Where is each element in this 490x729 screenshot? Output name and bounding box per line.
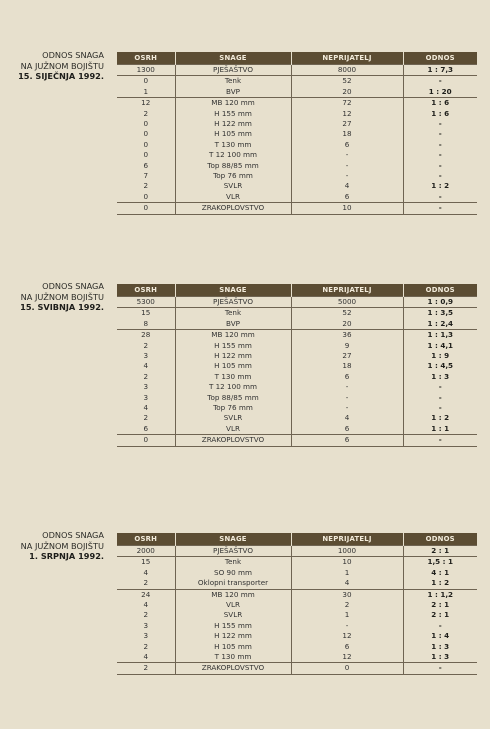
force-ratio-table xyxy=(117,52,477,215)
osrh-cell: 0 xyxy=(143,129,149,139)
osrh-cell: 28 xyxy=(117,330,175,341)
snage-cell: H 105 mm xyxy=(175,642,291,652)
snage-cell: H 155 mm xyxy=(175,341,291,351)
neprijatelj-cell: 0 xyxy=(291,663,403,674)
table-row xyxy=(117,372,477,382)
snage-cell: Tenk xyxy=(175,308,291,319)
odnos-cell: - xyxy=(403,393,477,403)
odnos-cell: - xyxy=(403,192,477,203)
odnos-cell: 1 : 9 xyxy=(403,351,477,361)
odnos-cell: - xyxy=(403,621,477,631)
table-row xyxy=(117,663,477,674)
neprijatelj-cell: 4 xyxy=(291,181,403,191)
neprijatelj-cell: 12 xyxy=(291,109,403,119)
table-row xyxy=(117,129,477,139)
osrh-cell: 3 xyxy=(143,620,149,630)
odnos-cell: 1 : 4,5 xyxy=(403,361,477,371)
osrh-cell: 15 xyxy=(117,557,175,568)
odnos-cell: 1 : 6 xyxy=(403,98,477,109)
osrh-cell: 3 xyxy=(143,631,149,641)
table-row xyxy=(117,65,477,76)
snage-cell: SVLR xyxy=(175,181,291,191)
header-osrh: OSRH xyxy=(117,533,175,546)
osrh-cell: 2 xyxy=(143,371,149,381)
neprijatelj-cell: 72 xyxy=(291,98,403,109)
caption-line: ODNOS SNAGA xyxy=(42,281,104,291)
table-row xyxy=(117,351,477,361)
table-header-row xyxy=(117,533,477,546)
snage-cell: SVLR xyxy=(175,413,291,423)
neprijatelj-cell: 1 xyxy=(291,568,403,578)
snage-cell: Oklopni transporter xyxy=(175,578,291,589)
osrh-cell: 3 xyxy=(143,382,149,392)
neprijatelj-cell: - xyxy=(291,161,403,171)
table-row xyxy=(117,578,477,589)
table-row xyxy=(117,546,477,557)
table-row xyxy=(117,621,477,631)
odnos-cell: - xyxy=(403,76,477,87)
osrh-cell: 2 xyxy=(143,108,149,118)
odnos-cell: - xyxy=(403,203,477,214)
table-row xyxy=(117,181,477,191)
section-caption xyxy=(0,530,104,562)
table-row xyxy=(117,631,477,641)
odnos-cell: 1,5 : 1 xyxy=(403,557,477,568)
neprijatelj-cell: - xyxy=(291,393,403,403)
table-row xyxy=(117,171,477,181)
section-caption xyxy=(0,50,104,82)
osrh-cell: 4 xyxy=(143,361,149,371)
osrh-cell: 3 xyxy=(143,392,149,402)
snage-cell: T 12 100 mm xyxy=(175,382,291,392)
osrh-cell: 0 xyxy=(117,203,175,214)
osrh-cell: 0 xyxy=(117,76,175,87)
table-row xyxy=(117,192,477,203)
neprijatelj-cell: 18 xyxy=(291,361,403,371)
osrh-cell: 4 xyxy=(143,600,149,610)
snage-cell: ZRAKOPLOVSTVO xyxy=(175,203,291,214)
odnos-cell: 1 : 3 xyxy=(403,642,477,652)
odnos-cell: 1 : 3,5 xyxy=(403,308,477,319)
odnos-cell: - xyxy=(403,150,477,160)
table-row xyxy=(117,76,477,87)
section-caption xyxy=(0,281,104,313)
neprijatelj-cell: 52 xyxy=(291,76,403,87)
caption-line: NA JUŽNOM BOJIŠTU xyxy=(20,540,104,551)
caption-line: ODNOS SNAGA xyxy=(42,530,104,540)
snage-cell: H 155 mm xyxy=(175,109,291,119)
table-row xyxy=(117,109,477,119)
osrh-cell: 0 xyxy=(143,119,149,129)
neprijatelj-cell: 6 xyxy=(291,435,403,446)
osrh-cell: 7 xyxy=(143,171,149,181)
odnos-cell: - xyxy=(403,171,477,181)
osrh-cell: 2 xyxy=(117,663,175,674)
neprijatelj-cell: - xyxy=(291,171,403,181)
neprijatelj-cell: 4 xyxy=(291,413,403,423)
odnos-cell: 1 : 2 xyxy=(403,578,477,589)
osrh-cell: 15 xyxy=(117,308,175,319)
snage-cell: PJEŠAŠTVO xyxy=(175,546,291,557)
neprijatelj-cell: - xyxy=(291,382,403,392)
osrh-cell: 6 xyxy=(143,423,149,433)
neprijatelj-cell: 30 xyxy=(291,589,403,600)
neprijatelj-cell: - xyxy=(291,621,403,631)
table-row xyxy=(117,140,477,150)
snage-cell: PJEŠAŠTVO xyxy=(175,297,291,308)
snage-cell: T 12 100 mm xyxy=(175,150,291,160)
osrh-cell: 1300 xyxy=(117,65,175,76)
snage-cell: H 122 mm xyxy=(175,631,291,641)
snage-cell: Top 76 mm xyxy=(175,403,291,413)
header-neprijatelj: NEPRIJATELJ xyxy=(291,52,403,65)
snage-cell: Tenk xyxy=(175,557,291,568)
odnos-cell: - xyxy=(403,403,477,413)
header-osrh: OSRH xyxy=(117,52,175,65)
odnos-cell: - xyxy=(403,140,477,150)
neprijatelj-cell: 36 xyxy=(291,330,403,341)
odnos-cell: - xyxy=(403,129,477,139)
caption-date: 1. SRPNJA 1992. xyxy=(29,551,104,562)
snage-cell: Top 88/85 mm xyxy=(175,393,291,403)
header-odnos: ODNOS xyxy=(403,52,477,65)
osrh-cell: 6 xyxy=(143,160,149,170)
odnos-cell: 4 : 1 xyxy=(403,568,477,578)
odnos-cell: - xyxy=(403,663,477,674)
caption-line: NA JUŽNOM BOJIŠTU xyxy=(20,291,104,302)
neprijatelj-cell: 52 xyxy=(291,308,403,319)
snage-cell: H 105 mm xyxy=(175,129,291,139)
neprijatelj-cell: 4 xyxy=(291,578,403,589)
snage-cell: SVLR xyxy=(175,610,291,620)
header-odnos: ODNOS xyxy=(403,284,477,297)
osrh-cell: 2 xyxy=(143,578,149,588)
table-row xyxy=(117,87,477,98)
snage-cell: T 130 mm xyxy=(175,140,291,150)
osrh-cell: 24 xyxy=(117,589,175,600)
neprijatelj-cell: - xyxy=(291,150,403,160)
neprijatelj-cell: 5000 xyxy=(291,297,403,308)
odnos-cell: 1 : 20 xyxy=(403,87,477,98)
header-snage: SNAGE xyxy=(175,52,291,65)
neprijatelj-cell: 20 xyxy=(291,319,403,330)
snage-cell: SO 90 mm xyxy=(175,568,291,578)
odnos-cell: 2 : 1 xyxy=(403,546,477,557)
odnos-cell: 1 : 3 xyxy=(403,372,477,382)
snage-cell: BVP xyxy=(175,87,291,98)
header-snage: SNAGE xyxy=(175,533,291,546)
odnos-cell: 1 : 4 xyxy=(403,631,477,641)
osrh-cell: 2 xyxy=(143,340,149,350)
caption-date: 15. SVIBNJA 1992. xyxy=(20,302,104,313)
table-row xyxy=(117,161,477,171)
snage-cell: VLR xyxy=(175,600,291,610)
neprijatelj-cell: 8000 xyxy=(291,65,403,76)
table-row xyxy=(117,589,477,600)
odnos-cell: 1 : 4,1 xyxy=(403,341,477,351)
table-row xyxy=(117,557,477,568)
osrh-cell: 0 xyxy=(143,191,149,201)
osrh-cell: 1 xyxy=(143,86,149,96)
snage-cell: MB 120 mm xyxy=(175,330,291,341)
odnos-cell: - xyxy=(403,435,477,446)
snage-cell: PJEŠAŠTVO xyxy=(175,65,291,76)
snage-cell: ZRAKOPLOVSTVO xyxy=(175,663,291,674)
snage-cell: VLR xyxy=(175,192,291,203)
snage-cell: VLR xyxy=(175,424,291,435)
snage-cell: Top 88/85 mm xyxy=(175,161,291,171)
table-row xyxy=(117,297,477,308)
header-snage: SNAGE xyxy=(175,284,291,297)
osrh-cell: 0 xyxy=(117,435,175,446)
osrh-cell: 2 xyxy=(143,610,149,620)
caption-line: NA JUŽNOM BOJIŠTU xyxy=(20,60,104,71)
odnos-cell: 1 : 2,4 xyxy=(403,319,477,330)
table-row xyxy=(117,330,477,341)
neprijatelj-cell: 12 xyxy=(291,652,403,663)
table-row xyxy=(117,413,477,423)
table-row xyxy=(117,361,477,371)
odnos-cell: 1 : 3 xyxy=(403,652,477,663)
force-ratio-table xyxy=(117,533,477,675)
table-row xyxy=(117,642,477,652)
snage-cell: T 130 mm xyxy=(175,652,291,663)
table-header-row xyxy=(117,52,477,65)
snage-cell: T 130 mm xyxy=(175,372,291,382)
osrh-cell: 0 xyxy=(143,150,149,160)
osrh-cell: 4 xyxy=(143,652,149,662)
caption-date: 15. SIJEČNJA 1992. xyxy=(18,71,104,82)
snage-cell: MB 120 mm xyxy=(175,98,291,109)
neprijatelj-cell: 27 xyxy=(291,351,403,361)
neprijatelj-cell: 18 xyxy=(291,129,403,139)
table-row xyxy=(117,424,477,435)
header-neprijatelj: NEPRIJATELJ xyxy=(291,533,403,546)
table-row xyxy=(117,119,477,129)
snage-cell: MB 120 mm xyxy=(175,589,291,600)
neprijatelj-cell: 6 xyxy=(291,642,403,652)
neprijatelj-cell: 1000 xyxy=(291,546,403,557)
osrh-cell: 3 xyxy=(143,351,149,361)
osrh-cell: 2000 xyxy=(117,546,175,557)
table-header-row xyxy=(117,284,477,297)
table-row xyxy=(117,610,477,620)
table-row xyxy=(117,403,477,413)
osrh-cell: 2 xyxy=(143,641,149,651)
table-row xyxy=(117,652,477,663)
neprijatelj-cell: 6 xyxy=(291,192,403,203)
table-row xyxy=(117,308,477,319)
odnos-cell: 1 : 6 xyxy=(403,109,477,119)
osrh-cell: 2 xyxy=(143,413,149,423)
neprijatelj-cell: 6 xyxy=(291,140,403,150)
header-neprijatelj: NEPRIJATELJ xyxy=(291,284,403,297)
odnos-cell: 1 : 7,3 xyxy=(403,65,477,76)
osrh-cell: 0 xyxy=(143,139,149,149)
odnos-cell: 1 : 2 xyxy=(403,181,477,191)
table-row xyxy=(117,600,477,610)
table-row xyxy=(117,341,477,351)
neprijatelj-cell: 6 xyxy=(291,424,403,435)
osrh-cell: 8 xyxy=(143,318,149,328)
odnos-cell: 1 : 0,9 xyxy=(403,297,477,308)
table-row xyxy=(117,435,477,446)
odnos-cell: 1 : 1,3 xyxy=(403,330,477,341)
neprijatelj-cell: - xyxy=(291,403,403,413)
odnos-cell: 2 : 1 xyxy=(403,610,477,620)
caption-line: ODNOS SNAGA xyxy=(42,50,104,60)
neprijatelj-cell: 27 xyxy=(291,119,403,129)
osrh-cell: 2 xyxy=(143,181,149,191)
odnos-cell: 1 : 2 xyxy=(403,413,477,423)
header-osrh: OSRH xyxy=(117,284,175,297)
neprijatelj-cell: 20 xyxy=(291,87,403,98)
osrh-cell: 12 xyxy=(117,98,175,109)
neprijatelj-cell: 12 xyxy=(291,631,403,641)
odnos-cell: 2 : 1 xyxy=(403,600,477,610)
table-row xyxy=(117,98,477,109)
snage-cell: H 122 mm xyxy=(175,351,291,361)
neprijatelj-cell: 10 xyxy=(291,203,403,214)
table-row xyxy=(117,393,477,403)
neprijatelj-cell: 6 xyxy=(291,372,403,382)
odnos-cell: - xyxy=(403,119,477,129)
neprijatelj-cell: 10 xyxy=(291,557,403,568)
table-row xyxy=(117,150,477,160)
snage-cell: Top 76 mm xyxy=(175,171,291,181)
odnos-cell: 1 : 1 xyxy=(403,424,477,435)
snage-cell: Tenk xyxy=(175,76,291,87)
table-row xyxy=(117,203,477,214)
osrh-cell: 4 xyxy=(143,567,149,577)
snage-cell: ZRAKOPLOVSTVO xyxy=(175,435,291,446)
snage-cell: H 105 mm xyxy=(175,361,291,371)
table-row xyxy=(117,319,477,330)
osrh-cell: 5300 xyxy=(117,297,175,308)
header-odnos: ODNOS xyxy=(403,533,477,546)
table-row xyxy=(117,382,477,392)
neprijatelj-cell: 9 xyxy=(291,341,403,351)
snage-cell: BVP xyxy=(175,319,291,330)
force-ratio-table xyxy=(117,284,477,447)
neprijatelj-cell: 2 xyxy=(291,600,403,610)
snage-cell: H 122 mm xyxy=(175,119,291,129)
odnos-cell: - xyxy=(403,382,477,392)
snage-cell: H 155 mm xyxy=(175,621,291,631)
neprijatelj-cell: 1 xyxy=(291,610,403,620)
osrh-cell: 4 xyxy=(143,403,149,413)
table-row xyxy=(117,568,477,578)
odnos-cell: - xyxy=(403,161,477,171)
odnos-cell: 1 : 1,2 xyxy=(403,589,477,600)
